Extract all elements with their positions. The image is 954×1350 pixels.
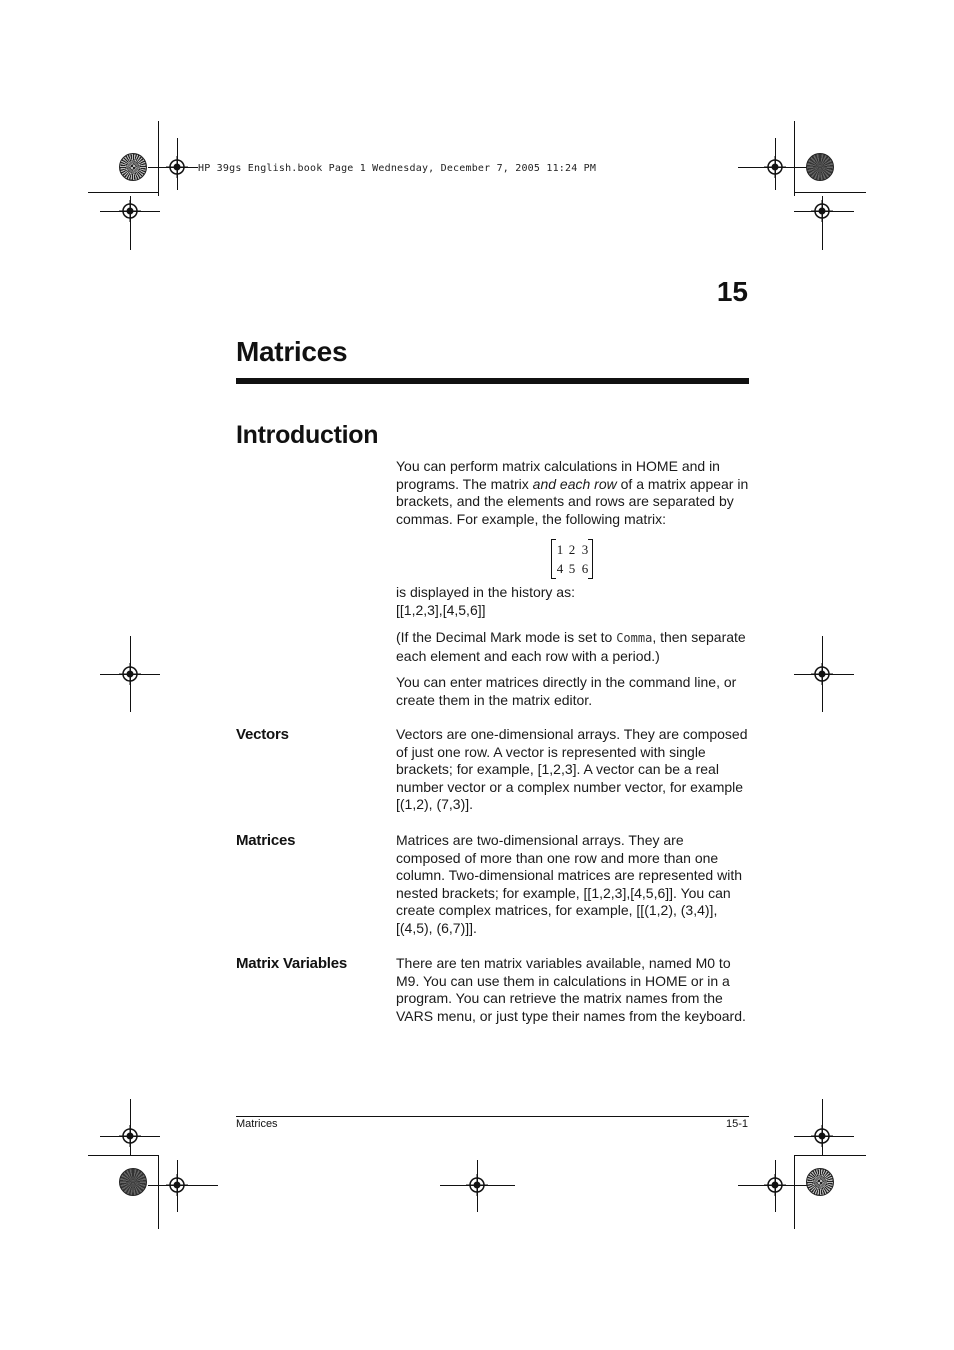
registration-mark-icon — [119, 200, 141, 222]
color-starburst-icon — [806, 153, 834, 181]
intro-paragraph-3 — [396, 629, 752, 665]
example-matrix — [551, 539, 593, 579]
crop-line — [794, 192, 866, 193]
crop-line — [794, 121, 795, 196]
registration-mark-icon — [166, 1174, 188, 1196]
intro-text: (If the Decimal Mark mode is set to — [396, 629, 617, 645]
section-title: Introduction — [236, 421, 379, 449]
crop-line — [88, 1155, 158, 1156]
section-body-matrix-variables: There are ten matrix variables available, named M0 to M9. You can use them in calculations in HOME or in a program. You can retrieve the matrix names from the VARS menu, or just type their names from the keyboard. — [396, 955, 746, 1024]
crop-line — [794, 1155, 866, 1156]
print-slug-line: HP 39gs English.book Page 1 Wednesday, December 7, 2005 11:24 PM — [198, 163, 597, 174]
chapter-rule — [236, 378, 749, 384]
section-body-matrices: Matrices are two-dimensional arrays. They are composed of more than one row and more than one column. Two-dimensional matrices are represented with nested brackets; for example, [[1,2,3],[4,5,6]]. You can create complex matrices, for example, [[(1,2), (3,4)], [(4,5), (6,7)]]. — [396, 832, 743, 936]
crop-line — [794, 1155, 795, 1229]
matrix-cell: 3 — [581, 542, 589, 557]
history-example: [[1,2,3],[4,5,6]] — [396, 601, 486, 618]
footer-chapter-name: Matrices — [236, 1118, 278, 1130]
matrix-cell: 2 — [568, 542, 576, 557]
chapter-number: 15 — [716, 276, 748, 307]
intro-paragraph-1 — [396, 458, 752, 528]
matrix-cell: 6 — [581, 561, 589, 576]
section-heading-matrices: Matrices — [236, 832, 296, 849]
intro-text: , then separate each element and each row with a period.) — [396, 629, 746, 664]
registration-mark-icon — [119, 1125, 141, 1147]
crop-line — [88, 192, 158, 193]
registration-mark-icon — [466, 1174, 488, 1196]
registration-mark-icon — [811, 1125, 833, 1147]
registration-mark-icon — [764, 1174, 786, 1196]
matrix-cell: 4 — [556, 561, 564, 576]
footer-rule — [236, 1116, 749, 1117]
matrix-cell: 5 — [568, 561, 576, 576]
intro-emphasis: and each row — [532, 475, 617, 492]
registration-mark-icon — [811, 200, 833, 222]
section-body-vectors: Vectors are one-dimensional arrays. They are composed of just one row. A vector is represented with single brackets; for example, [1,2,3]. A vector can be a real number vector or a complex number vector, for example [(1,2), (7,3)]. — [396, 726, 748, 813]
crop-line — [158, 1155, 159, 1229]
intro-text: of a matrix appear in brackets, and the elements and rows are separated by commas. For example, the following matrix: — [396, 475, 749, 527]
intro-text: You can perform matrix calculations in HOME and in programs. The matrix — [396, 458, 720, 492]
color-starburst-icon — [806, 1168, 834, 1196]
matrix-cell: 1 — [556, 542, 564, 557]
section-heading-vectors: Vectors — [236, 726, 289, 743]
crop-line — [158, 121, 159, 196]
page-number: 15-1 — [725, 1118, 748, 1130]
color-starburst-icon — [119, 153, 147, 181]
code-term: Comma — [616, 631, 653, 645]
intro-paragraph-4: You can enter matrices directly in the command line, or create them in the matrix editor. — [396, 674, 737, 708]
color-starburst-icon — [119, 1168, 147, 1196]
registration-mark-icon — [166, 156, 188, 178]
intro-paragraph-2 — [396, 584, 752, 619]
registration-mark-icon — [811, 663, 833, 685]
intro-text: is displayed in the history as: — [396, 584, 575, 600]
chapter-title: Matrices — [236, 336, 348, 367]
registration-mark-icon — [119, 663, 141, 685]
section-heading-matrix-variables: Matrix Variables — [236, 955, 348, 972]
registration-mark-icon — [764, 156, 786, 178]
